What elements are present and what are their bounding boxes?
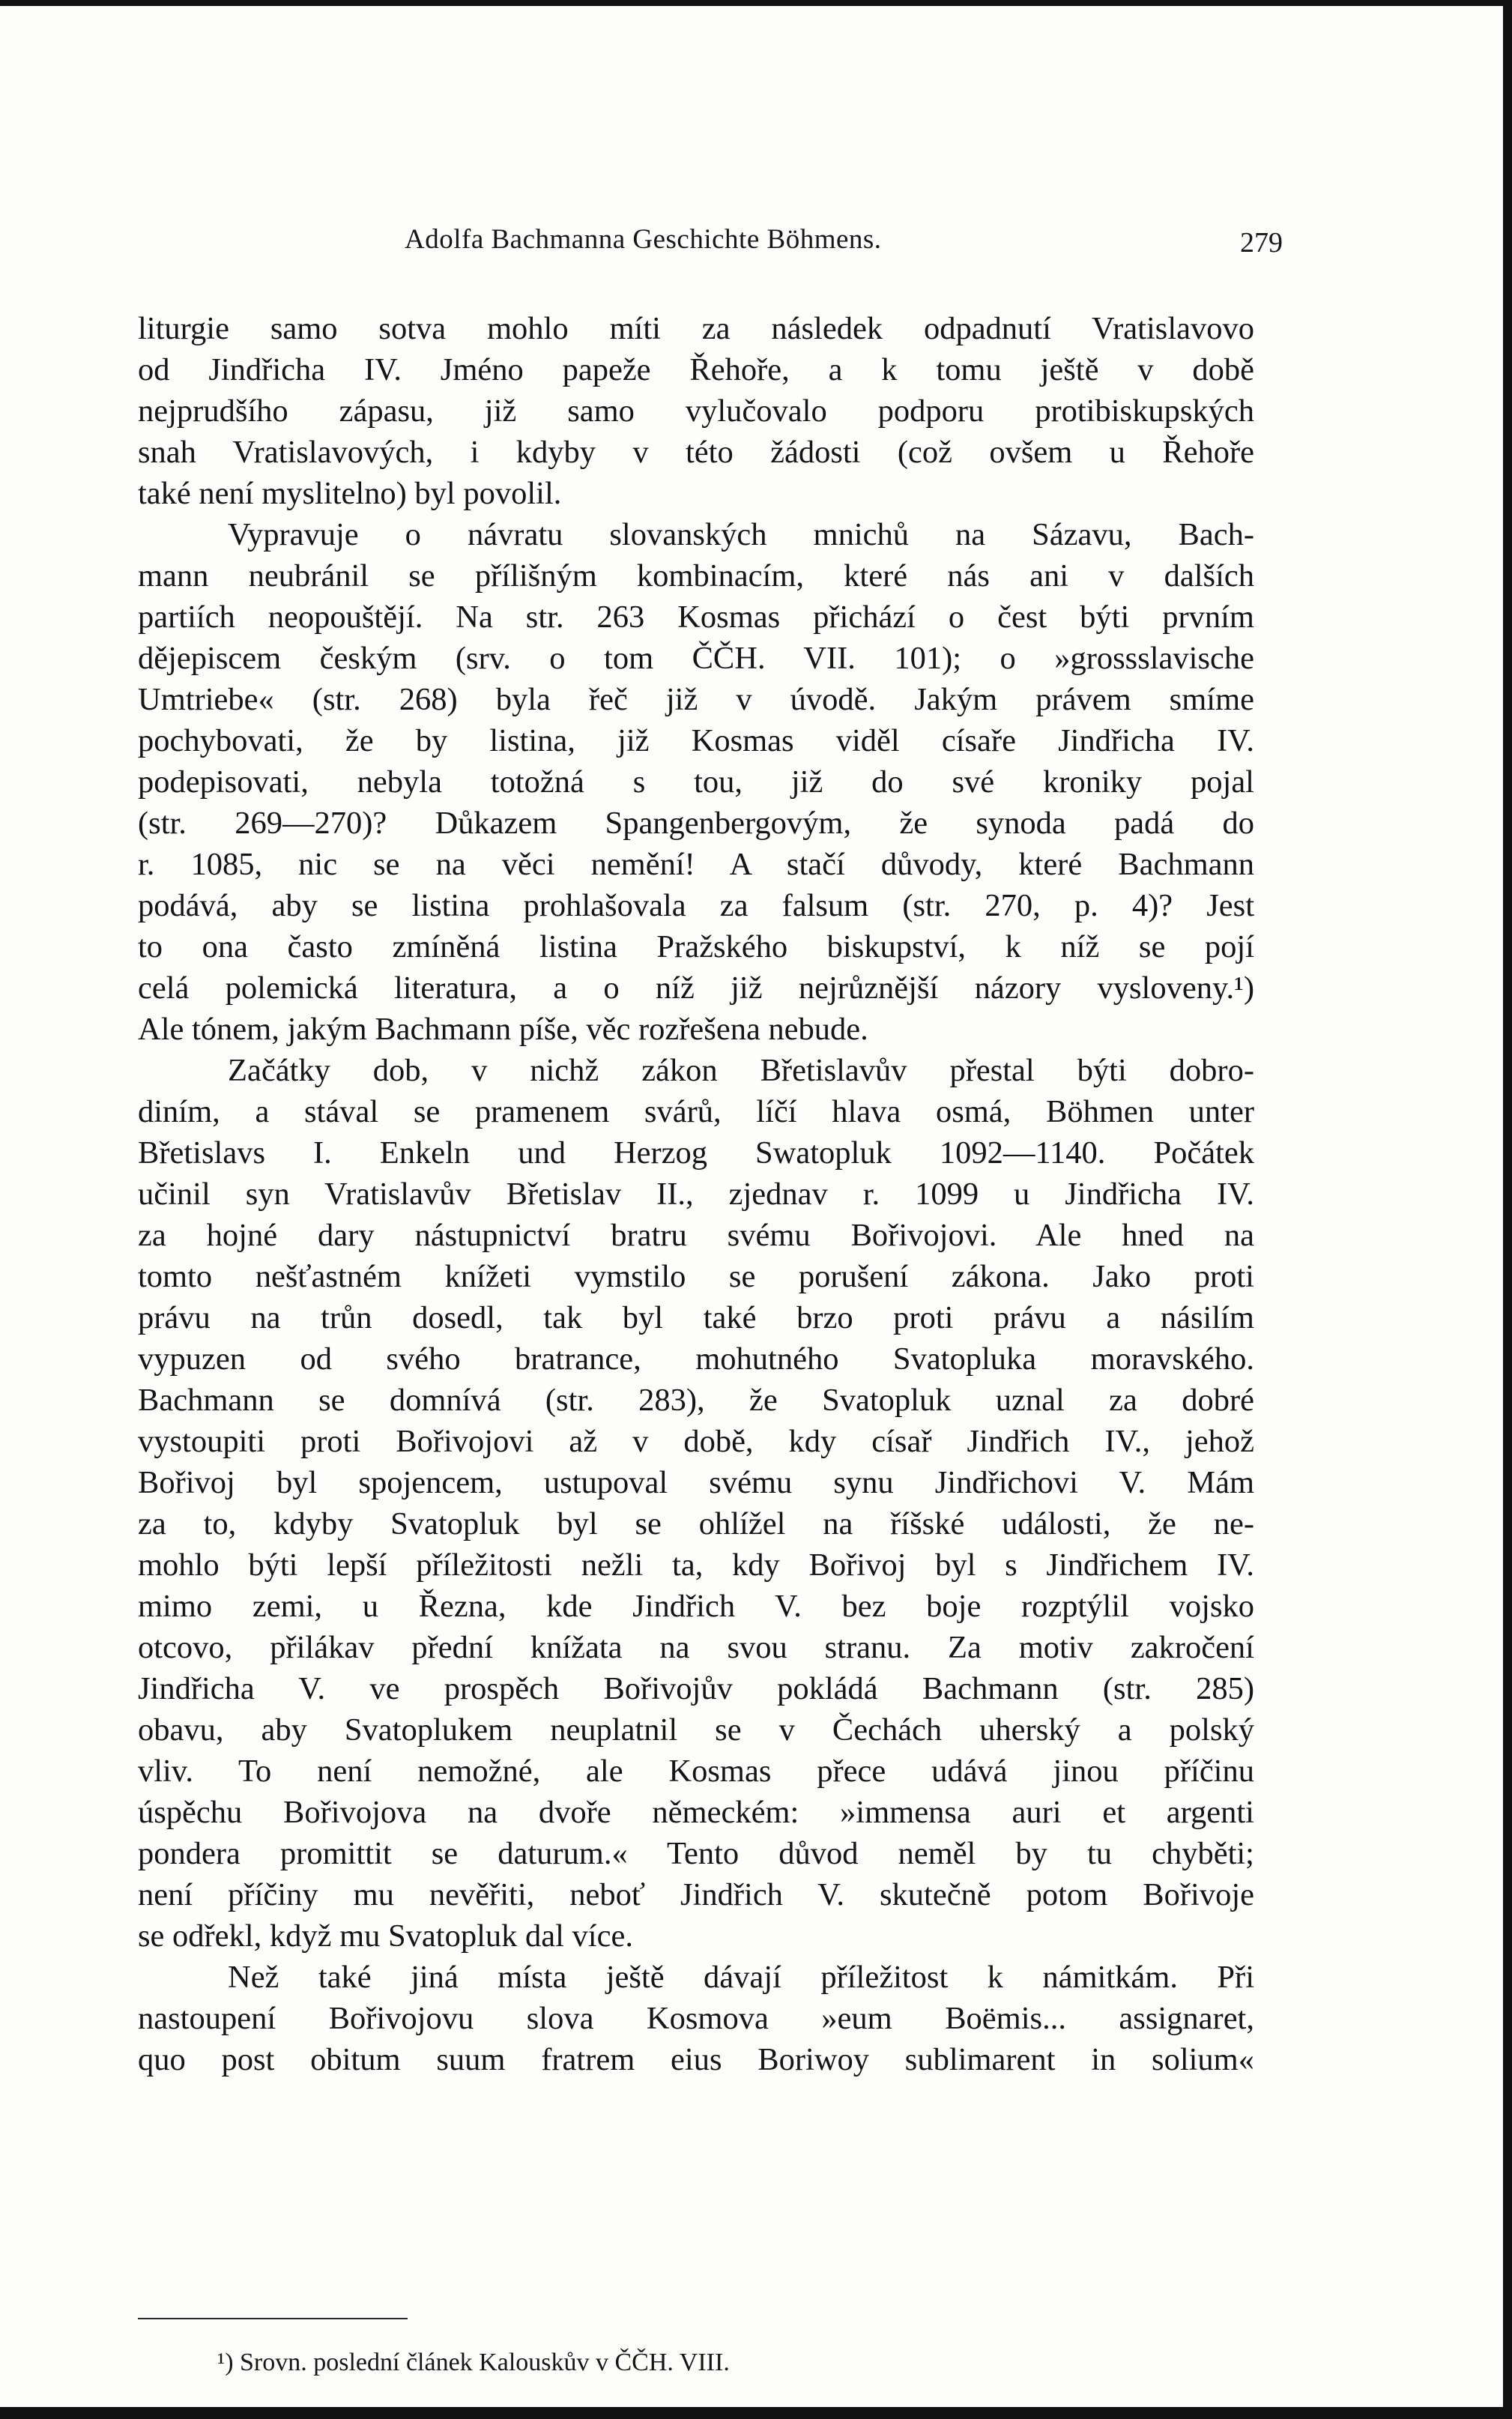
text-line: obavu, aby Svatoplukem neuplatnil se v Čechách uherský a polský: [138, 1712, 1254, 1748]
text-line: mimo zemi, u Řezna, kde Jindřich V. bez boje rozptýlil vojsko: [138, 1589, 1254, 1624]
text-line: Umtriebe« (str. 268) byla řeč již v úvodě. Jakým právem smíme: [138, 682, 1254, 717]
text-line: liturgie samo sotva mohlo míti za následek odpadnutí Vratislavovo: [138, 311, 1254, 346]
text-line: dějepiscem českým (srv. o tom ČČH. VII. 101); o »grossslavische: [138, 641, 1254, 676]
text-line: za to, kdyby Svatopluk byl se ohlížel na říšské události, že ne-: [138, 1506, 1254, 1541]
text-line: učinil syn Vratislavův Břetislav II., zjednav r. 1099 u Jindřicha IV.: [138, 1177, 1254, 1212]
text-line: r. 1085, nic se na věci nemění! A stačí důvody, které Bachmann: [138, 847, 1254, 882]
text-line: Jindřicha V. ve prospěch Bořivojův pokládá Bachmann (str. 285): [138, 1671, 1254, 1706]
text-line: se odřekl, když mu Svatopluk dal více.: [138, 1918, 633, 1954]
text-line: nejprudšího zápasu, již samo vylučovalo podporu protibiskupských: [138, 393, 1254, 429]
body-text: [138, 308, 1254, 2080]
text-line: pochybovati, že by listina, již Kosmas viděl císaře Jindřicha IV.: [138, 723, 1254, 758]
text-line: quo post obitum suum fratrem eius Boriwoy sublimarent in solium«: [138, 2042, 1254, 2077]
text-line: nastoupení Bořivojovu slova Kosmova »eum Boëmis... assignaret,: [138, 2001, 1254, 2036]
text-line: tomto nešťastném knížeti vymstilo se porušení zákona. Jako proti: [138, 1259, 1254, 1294]
page-number: 279: [1240, 227, 1283, 259]
text-line: také není myslitelno) byl povolil.: [138, 476, 562, 511]
text-line: Ale tónem, jakým Bachmann píše, věc rozřešena nebude.: [138, 1012, 868, 1047]
text-line: to ona často zmíněná listina Pražského biskupství, k níž se pojí: [138, 929, 1254, 964]
scan-bottom-edge: [0, 2407, 1512, 2419]
scan-top-edge: [0, 0, 1512, 6]
footnote-separator: [138, 2318, 408, 2319]
text-line: není příčiny mu nevěřiti, neboť Jindřich V. skutečně potom Bořivoje: [138, 1877, 1254, 1912]
text-line: mohlo býti lepší příležitosti nežli ta, kdy Bořivoj byl s Jindřichem IV.: [138, 1547, 1254, 1583]
text-line: Začátky dob, v nichž zákon Břetislavův přestal býti dobro-: [228, 1053, 1254, 1088]
text-line: Vypravuje o návratu slovanských mnichů na Sázavu, Bach-: [228, 517, 1254, 552]
text-line: právu na trůn dosedl, tak byl také brzo proti právu a násilím: [138, 1300, 1254, 1335]
scan-right-edge: [1503, 0, 1512, 2419]
text-line: Než také jiná místa ještě dávají příležitost k námitkám. Při: [228, 1960, 1254, 1995]
text-line: partiích neopouštějí. Na str. 263 Kosmas přichází o čest býti prvním: [138, 600, 1254, 635]
text-line: diním, a stával se pramenem svárů, líčí hlava osmá, Böhmen unter: [138, 1094, 1254, 1129]
text-line: od Jindřicha IV. Jméno papeže Řehoře, a k tomu ještě v době: [138, 352, 1254, 387]
text-line: mann neubránil se přílišným kombinacím, které nás ani v dalších: [138, 558, 1254, 594]
text-line: celá polemická literatura, a o níž již nejrůznější názory vysloveny.¹): [138, 970, 1254, 1006]
text-line: Břetislavs I. Enkeln und Herzog Swatopluk 1092—1140. Počátek: [138, 1135, 1254, 1171]
text-line: vliv. To není nemožné, ale Kosmas přece udává jinou příčinu: [138, 1754, 1254, 1789]
text-line: podává, aby se listina prohlašovala za falsum (str. 270, p. 4)? Jest: [138, 888, 1254, 923]
text-line: Bořivoj byl spojencem, ustupoval svému synu Jindřichovi V. Mám: [138, 1465, 1254, 1500]
text-line: za hojné dary nástupnictví bratru svému Bořivojovi. Ale hned na: [138, 1218, 1254, 1253]
text-line: úspěchu Bořivojova na dvoře německém: »immensa auri et argenti: [138, 1795, 1254, 1830]
running-header: Adolfa Bachmanna Geschichte Böhmens.: [405, 224, 882, 255]
text-line: Bachmann se domnívá (str. 283), že Svatopluk uznal za dobré: [138, 1383, 1254, 1418]
text-line: vypuzen od svého bratrance, mohutného Svatopluka moravského.: [138, 1341, 1254, 1377]
text-line: pondera promittit se daturum.« Tento důvod neměl by tu chyběti;: [138, 1836, 1254, 1871]
footnote: ¹) Srovn. poslední článek Kalouskův v ČČH. VIII.: [217, 2349, 730, 2376]
text-line: snah Vratislavových, i kdyby v této žádosti (což ovšem u Řehoře: [138, 435, 1254, 470]
text-line: otcovo, přilákav přední knížata na svou stranu. Za motiv zakročení: [138, 1630, 1254, 1665]
text-line: (str. 269—270)? Důkazem Spangenbergovým, že synoda padá do: [138, 806, 1254, 841]
text-line: podepisovati, nebyla totožná s tou, již do své kroniky pojal: [138, 764, 1254, 800]
text-line: vystoupiti proti Bořivojovi až v době, kdy císař Jindřich IV., jehož: [138, 1424, 1254, 1459]
